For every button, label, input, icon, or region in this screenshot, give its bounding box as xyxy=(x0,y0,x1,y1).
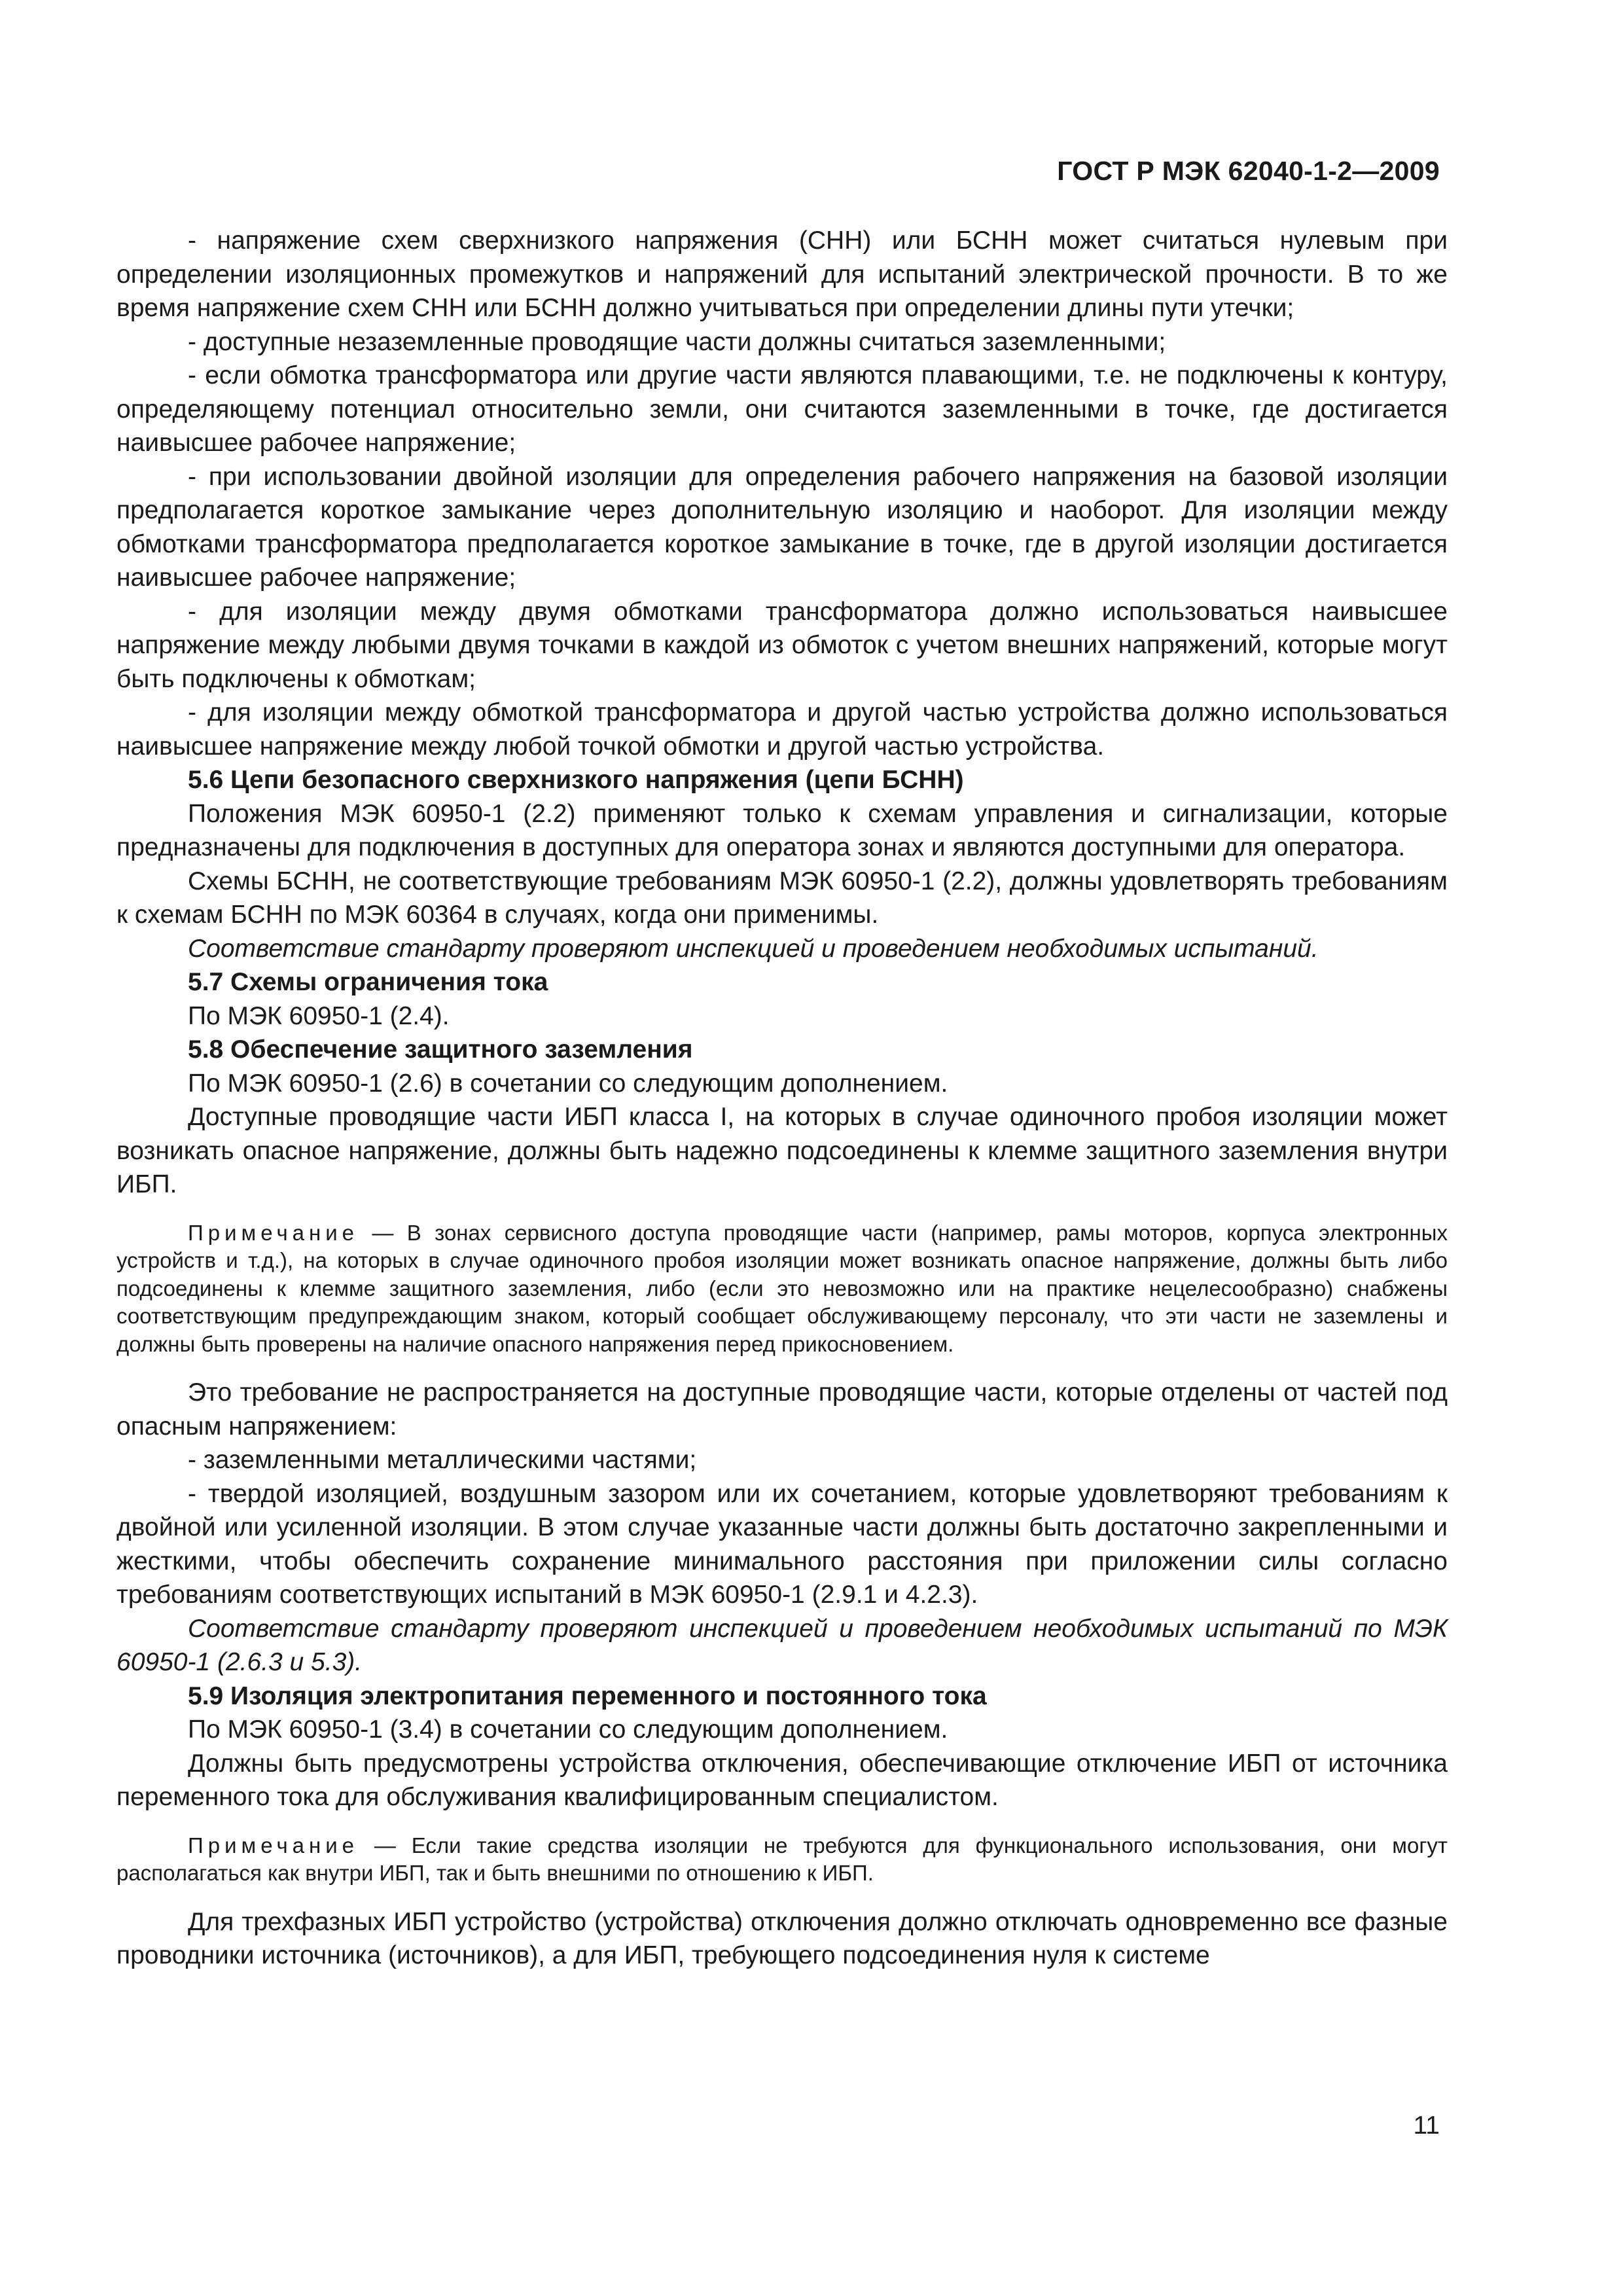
note-label: Примечание xyxy=(188,1220,359,1245)
paragraph: - твердой изоляцией, воздушным зазором или их сочетанием, которые удовлетворяют требованиям к двойной или усиленной изоляции. В этом случае указанные части должны быть достаточно закрепленными и жесткими, чтобы обеспечить сохранение минимального расстояния при приложении силы согласно требованиям соответствующих испытаний в МЭК 60950-1 (2.9.1 и 4.2.3). xyxy=(116,1479,1448,1609)
paragraph: По МЭК 60950-1 (3.4) в сочетании со следующим дополнением. xyxy=(188,1715,948,1744)
paragraph: - для изоляции между обмоткой трансформатора и другой частью устройства должно использоваться наивысшее напряжение между любой точкой обмотки и другой частью устройства. xyxy=(116,698,1448,761)
section-heading-5-9: 5.9 Изоляция электропитания переменного и постоянного тока xyxy=(188,1681,987,1710)
section-heading-5-8: 5.8 Обеспечение защитного заземления xyxy=(188,1035,693,1064)
compliance-statement: Соответствие стандарту проверяют инспекцией и проведением необходимых испытаний по МЭК 60950-1 (2.6.3 и 5.3). xyxy=(116,1614,1448,1676)
note-text: — В зонах сервисного доступа проводящие части (например, рамы моторов, корпуса электронных устройств и т.д.), на которых в случае одиночного пробоя изоляции может возникать опасное напряжение, должны быть либо подсоединены к клемме защитного заземления, либо (если это невозможно или на практике нецелесообразно) снабжены соответствующим предупреждающим знаком, который сообщает обслуживающему персоналу, что эти части не заземлены и должны быть проверены на наличие опасного напряжения перед прикосновением. xyxy=(116,1220,1448,1356)
note-text: — Если такие средства изоляции не требуются для функционального использования, они могут располагаться как внутри ИБП, так и быть внешними по отношению к ИБП. xyxy=(116,1833,1448,1885)
paragraph: - напряжение схем сверхнизкого напряжения (СНН) или БСНН может считаться нулевым при определении изоляционных промежутков и напряжений для испытаний электрической прочности. В то же время напряжение схем СНН или БСНН должно учитываться при определении длины пути утечки; xyxy=(116,226,1448,322)
paragraph: По МЭК 60950-1 (2.4). xyxy=(188,1001,450,1030)
paragraph: - при использовании двойной изоляции для определения рабочего напряжения на базовой изоляции предполагается короткое замыкание через дополнительную изоляцию и наоборот. Для изоляции между обмотками трансформатора предполагается короткое замыкание в точке, где в другой изоляции достигается наивысшее рабочее напряжение; xyxy=(116,462,1448,592)
paragraph: Схемы БСНН, не соответствующие требованиям МЭК 60950-1 (2.2), должны удовлетворять требованиям к схемам БСНН по МЭК 60364 в случаях, когда они применимы. xyxy=(116,867,1448,929)
compliance-statement: Соответствие стандарту проверяют инспекцией и проведением необходимых испытаний. xyxy=(188,934,1319,963)
note-label: Примечание xyxy=(188,1833,359,1857)
paragraph: Это требование не распространяется на доступные проводящие части, которые отделены от частей под опасным напряжением: xyxy=(116,1378,1448,1441)
section-heading-5-6: 5.6 Цепи безопасного сверхнизкого напряжения (цепи БСНН) xyxy=(188,766,964,794)
paragraph: - для изоляции между двумя обмотками трансформатора должно использоваться наивысшее напряжение между любыми двумя точками в каждой из обмоток с учетом внешних напряжений, которые могут быть подключены к обмоткам; xyxy=(116,597,1448,693)
note-block xyxy=(116,1219,1448,1359)
paragraph: Для трехфазных ИБП устройство (устройства) отключения должно отключать одновременно все фазные проводники источника (источников), а для ИБП, требующего подсоединения нуля к системе xyxy=(116,1907,1448,1969)
paragraph: - если обмотка трансформатора или другие части являются плавающими, т.е. не подключены к контуру, определяющему потенциал относительно земли, они считаются заземленными в точке, где достигается наивысшее рабочее напряжение; xyxy=(116,361,1448,457)
section-heading-5-7: 5.7 Схемы ограничения тока xyxy=(188,968,548,996)
paragraph: По МЭК 60950-1 (2.6) в сочетании со следующим дополнением. xyxy=(188,1069,948,1098)
paragraph: - заземленными металлическими частями; xyxy=(188,1446,697,1474)
paragraph: - доступные незаземленные проводящие части должны считаться заземленными; xyxy=(188,327,1166,356)
note-block xyxy=(116,1832,1448,1888)
paragraph: Доступные проводящие части ИБП класса I, на которых в случае одиночного пробоя изоляции может возникать опасное напряжение, должны быть надежно подсоединены к клемме защитного заземления внутри ИБП. xyxy=(116,1103,1448,1198)
document-body xyxy=(116,224,1448,1973)
paragraph: Должны быть предусмотрены устройства отключения, обеспечивающие отключение ИБП от источника переменного тока для обслуживания квалифицированным специалистом. xyxy=(116,1749,1448,1811)
document-id-header: ГОСТ Р МЭК 62040-1-2—2009 xyxy=(1057,156,1440,186)
page-number: 11 xyxy=(1413,2111,1440,2140)
paragraph: Положения МЭК 60950-1 (2.2) применяют только к схемам управления и сигнализации, которые предназначены для подключения в доступных для оператора зонах и являются доступными для оператора. xyxy=(116,799,1448,861)
